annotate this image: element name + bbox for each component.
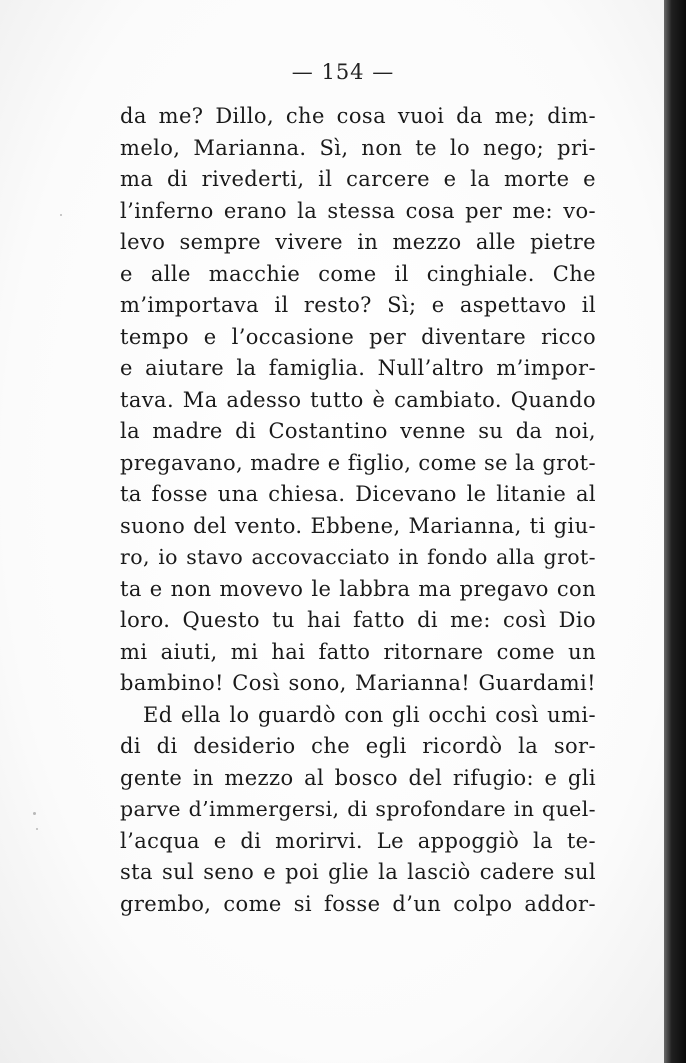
- paragraph-2: [120, 700, 596, 921]
- text-line: m’importava il resto? Sì; e aspettavo il: [120, 293, 596, 317]
- text-line: e aiutare la famiglia. Null’altro m’impor-: [120, 356, 596, 380]
- text-line: gente in mezzo al bosco del rifugio: e gli: [120, 765, 596, 790]
- text-line: sta sul seno e poi glie la lasciò cadere sul: [120, 860, 596, 884]
- text-line: loro. Questo tu hai fatto di me: così Dio: [120, 608, 596, 632]
- text-line: l’acqua e di morirvi. Le appoggiò la te-: [120, 828, 596, 853]
- text-line: da me? Dillo, che cosa vuoi da me; dim-: [120, 104, 596, 128]
- text-line: ta fosse una chiesa. Dicevano le litanie al: [120, 482, 596, 506]
- text-line: ta e non movevo le labbra ma pregavo con: [120, 576, 596, 601]
- text-line: l’inferno erano la stessa cosa per me: vo-: [120, 198, 596, 223]
- text-line: ma di rivederti, il carcere e la morte e: [120, 167, 596, 191]
- paragraph-1: [120, 101, 596, 700]
- text-line: di di desiderio che egli ricordò la sor-: [120, 734, 596, 758]
- text-line: suono del vento. Ebbene, Marianna, ti giu-: [120, 513, 596, 538]
- text-line: levo sempre vivere in mezzo alle pietre: [120, 230, 596, 254]
- paper-speck: [33, 812, 36, 815]
- text-line: melo, Marianna. Sì, non te lo nego; pri-: [120, 135, 596, 160]
- text-line: e alle macchie come il cinghiale. Che: [120, 261, 596, 286]
- text-line: parve d’immergersi, di sprofondare in quel-: [120, 797, 596, 821]
- paper-speck: [36, 828, 38, 830]
- book-spine-shadow: [664, 0, 686, 1063]
- text-line: grembo, come si fosse d’un colpo addor-: [120, 891, 596, 916]
- text-line: tava. Ma adesso tutto è cambiato. Quando: [120, 387, 596, 412]
- paper-speck: [60, 214, 62, 216]
- text-line: la madre di Costantino venne su da noi,: [120, 419, 596, 443]
- text-line: pregavano, madre e figlio, come se la grot-: [120, 450, 596, 475]
- text-line: tempo e l’occasione per diventare ricco: [120, 324, 596, 349]
- text-line: ro, io stavo accovacciato in fondo alla grot-: [120, 545, 596, 569]
- text-line: Ed ella lo guardò con gli occhi così umi-: [143, 702, 596, 727]
- page-number: — 154 —: [291, 60, 395, 84]
- text-line: bambino! Così sono, Marianna! Guardami!: [120, 671, 596, 695]
- text-line: mi aiuti, mi hai fatto ritornare come un: [120, 639, 596, 664]
- body-text: [120, 101, 596, 920]
